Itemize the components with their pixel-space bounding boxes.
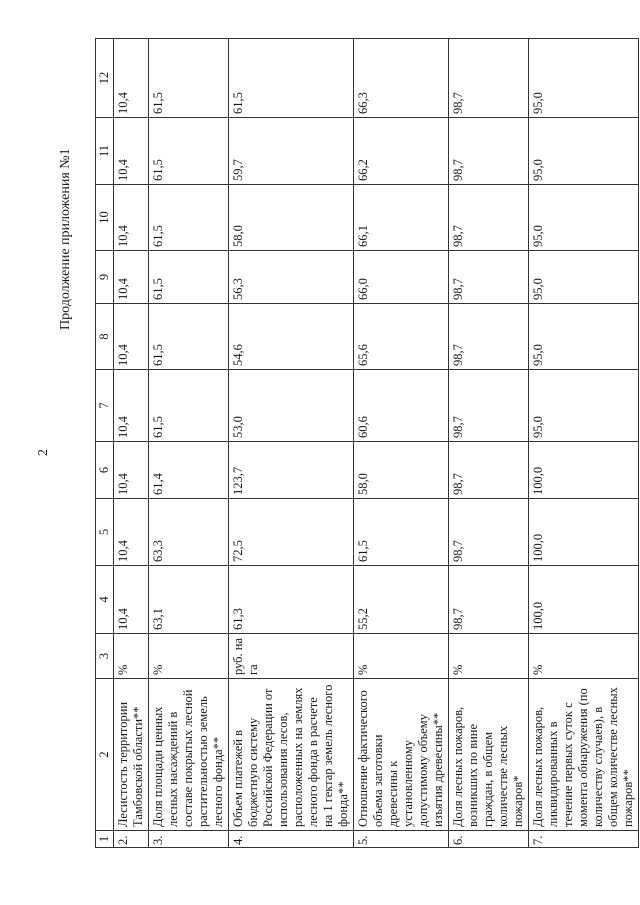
value-cell: 98,7	[449, 370, 529, 442]
row-number: 5.	[354, 831, 449, 848]
indicator-name: Объем платежей в бюджетную систему Российской Федерации от использования лесов, расположенных на землях лесного фонда в расчете на 1 гектар земель лесного фонда**	[229, 679, 354, 831]
value-cell: 98,7	[449, 118, 529, 185]
header-col-10: 10	[96, 185, 114, 251]
header-col-8: 8	[96, 304, 114, 370]
value-cell: 58,0	[229, 185, 354, 251]
value-cell: 61,5	[149, 370, 229, 442]
table-row	[114, 39, 149, 848]
row-number: 7.	[529, 831, 639, 848]
value-cell: 61,5	[149, 304, 229, 370]
value-cell: 95,0	[529, 370, 639, 442]
value-cell: 72,5	[229, 499, 354, 566]
header-col-9: 9	[96, 251, 114, 304]
header-col-4: 4	[96, 566, 114, 634]
value-cell: 66,1	[354, 185, 449, 251]
unit: %	[354, 634, 449, 679]
value-cell: 10,4	[114, 304, 149, 370]
value-cell: 95,0	[529, 39, 639, 118]
value-cell: 66,2	[354, 118, 449, 185]
value-cell: 10,4	[114, 566, 149, 634]
indicator-name: Доля лесных пожаров, ликвидированных в течение первых суток с момента обнаружения (по количеству случаев), в общем количестве лесных пожаров**	[529, 679, 639, 831]
value-cell: 98,7	[449, 185, 529, 251]
value-cell: 98,7	[449, 304, 529, 370]
unit: %	[529, 634, 639, 679]
appendix-caption: Продолжение приложения №1	[58, 148, 73, 330]
value-cell: 98,7	[449, 251, 529, 304]
value-cell: 55,2	[354, 566, 449, 634]
value-cell: 10,4	[114, 442, 149, 499]
value-cell: 10,4	[114, 39, 149, 118]
row-number: 6.	[449, 831, 529, 848]
value-cell: 100,0	[529, 442, 639, 499]
value-cell: 10,4	[114, 370, 149, 442]
value-cell: 60,6	[354, 370, 449, 442]
value-cell: 10,4	[114, 185, 149, 251]
value-cell: 61,4	[149, 442, 229, 499]
value-cell: 10,4	[114, 251, 149, 304]
header-col-5: 5	[96, 499, 114, 566]
row-number: 2.	[114, 831, 149, 848]
table-row	[449, 39, 529, 848]
value-cell: 98,7	[449, 566, 529, 634]
value-cell: 61,5	[149, 118, 229, 185]
value-cell: 61,3	[229, 566, 354, 634]
value-cell: 56,3	[229, 251, 354, 304]
unit: %	[114, 634, 149, 679]
value-cell: 100,0	[529, 566, 639, 634]
value-cell: 61,5	[229, 39, 354, 118]
row-number: 4.	[229, 831, 354, 848]
indicator-name: Лесистость территории Тамбовской области**	[114, 679, 149, 831]
header-col-1: 1	[96, 831, 114, 848]
table-row	[149, 39, 229, 848]
value-cell: 66,0	[354, 251, 449, 304]
value-cell: 98,7	[449, 442, 529, 499]
header-col-12: 12	[96, 39, 114, 118]
value-cell: 63,1	[149, 566, 229, 634]
value-cell: 61,5	[149, 39, 229, 118]
value-cell: 95,0	[529, 185, 639, 251]
value-cell: 58,0	[354, 442, 449, 499]
row-number: 3.	[149, 831, 229, 848]
value-cell: 10,4	[114, 118, 149, 185]
value-cell: 59,7	[229, 118, 354, 185]
value-cell: 63,3	[149, 499, 229, 566]
value-cell: 61,5	[149, 185, 229, 251]
value-cell: 95,0	[529, 251, 639, 304]
header-col-3: 3	[96, 634, 114, 679]
value-cell: 98,7	[449, 499, 529, 566]
value-cell: 61,5	[149, 251, 229, 304]
indicators-table	[95, 38, 639, 848]
unit: руб. на га	[229, 634, 354, 679]
value-cell: 53,0	[229, 370, 354, 442]
indicator-name: Доля лесных пожаров, возникших по вине граждан, в общем количестве лесных пожаров*	[449, 679, 529, 831]
value-cell: 65,6	[354, 304, 449, 370]
value-cell: 95,0	[529, 118, 639, 185]
value-cell: 98,7	[449, 39, 529, 118]
table-row	[229, 39, 354, 848]
indicator-name: Доля площади ценных лесных насаждений в составе покрытых лесной растительностью земель лесного фонда**	[149, 679, 229, 831]
value-cell: 123,7	[229, 442, 354, 499]
indicator-name: Отношение фактического объема заготовки древесины к установленному допустимому объему изъятия древесины**	[354, 679, 449, 831]
value-cell: 61,5	[354, 499, 449, 566]
page-number: 2	[36, 449, 51, 456]
value-cell: 95,0	[529, 304, 639, 370]
value-cell: 100,0	[529, 499, 639, 566]
unit: %	[449, 634, 529, 679]
header-col-11: 11	[96, 118, 114, 185]
header-col-2: 2	[96, 679, 114, 831]
table-row	[354, 39, 449, 848]
header-col-7: 7	[96, 370, 114, 442]
value-cell: 66,3	[354, 39, 449, 118]
header-col-6: 6	[96, 442, 114, 499]
unit: %	[149, 634, 229, 679]
table-header-row	[96, 39, 114, 848]
value-cell: 10,4	[114, 499, 149, 566]
table-row	[529, 39, 639, 848]
value-cell: 54,6	[229, 304, 354, 370]
